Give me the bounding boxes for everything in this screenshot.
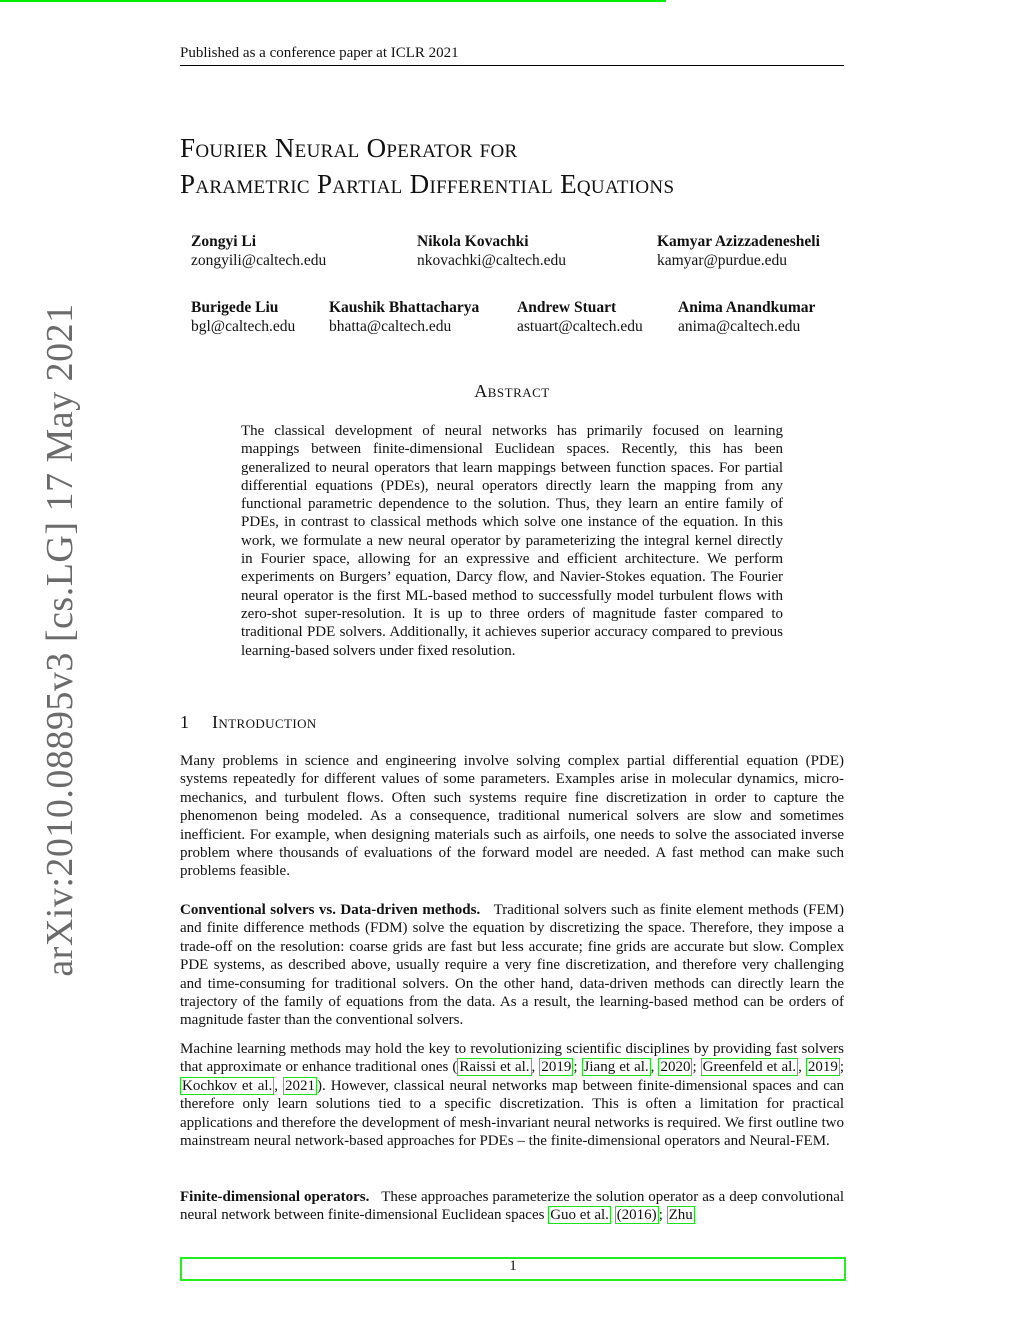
author-block xyxy=(191,298,295,336)
author-name: Anima Anandkumar xyxy=(678,299,816,316)
section-heading-introduction xyxy=(180,712,317,733)
citation-link[interactable]: Greenfeld et al. xyxy=(702,1059,797,1076)
author-name: Zongyi Li xyxy=(191,233,257,250)
author-name: Andrew Stuart xyxy=(517,299,617,316)
citation-link[interactable]: Jiang et al. xyxy=(583,1059,649,1076)
author-block xyxy=(517,298,643,336)
title-line-1: Fourier Neural Operator for xyxy=(180,133,518,163)
author-block xyxy=(417,232,566,270)
author-block xyxy=(678,298,815,336)
intro-paragraph-2 xyxy=(180,901,844,1030)
top-link-highlight xyxy=(0,0,666,2)
citation-link[interactable]: (2016) xyxy=(616,1207,657,1224)
author-email: bhatta@caltech.edu xyxy=(329,318,452,335)
section-title: Introduction xyxy=(212,712,317,732)
citation-link[interactable]: Guo et al. xyxy=(550,1207,609,1224)
author-email: nkovachki@caltech.edu xyxy=(417,252,566,269)
author-email: bgl@caltech.edu xyxy=(191,318,296,335)
citation-link[interactable]: 2019 xyxy=(807,1059,838,1076)
intro-paragraph-4: Finite-dimensional operators. These approaches parameterize the solution operator as a deep convolutional neural network between finite-dimensional Euclidean spaces Guo et al. (2016) ; Zhu xyxy=(180,1189,845,1224)
header-rule xyxy=(180,65,844,66)
arxiv-identifier: arXiv:2010.08895v3 [cs.LG] 17 May 2021 xyxy=(39,303,81,977)
author-block xyxy=(191,232,326,270)
author-block xyxy=(657,232,820,270)
paragraph-text: Machine learning methods may hold the key to revolutionizing scientific disciplines by providing fast solvers that approximate or enhance traditional ones ( xyxy=(180,1041,844,1076)
intro-paragraph-1: Many problems in science and engineering involve solving complex partial differential equation (PDE) systems repeatedly for different values of some parameters. Examples arise in molecular dynamics, micro-mechanics, and turbulent flows. Often such systems require fine discretization in order to capture the phenomenon being modeled. As a consequence, traditional numerical solvers are slow and sometimes inefficient. For example, when designing materials such as airfoils, one needs to solve the associated inverse problem where thousands of evaluations of the forward model are needed. A fast method can make such problems feasible. xyxy=(180,753,844,880)
citation-link[interactable]: Raissi et al. xyxy=(459,1059,530,1076)
author-email: zongyili@caltech.edu xyxy=(191,252,327,269)
paragraph-heading: Conventional solvers vs. Data-driven methods. xyxy=(180,902,481,918)
running-header: Published as a conference paper at ICLR 2021 xyxy=(180,45,459,61)
abstract-heading: Abstract xyxy=(474,381,550,401)
section-number: 1 xyxy=(180,712,189,732)
title-line-2: Parametric Partial Differential Equations xyxy=(180,169,675,199)
citation-link[interactable]: Zhu xyxy=(668,1207,693,1224)
paragraph-text: Traditional solvers such as finite element methods (FEM) and finite difference methods (FDM) solve the equation by discretizing the space. Therefore, they impose a trade-off on the resolution: coarse grids are fast but less accurate; fine grids are accurate but slow. Complex PDE systems, as described above, usually require a very fine discretization, and therefore very challenging and time-consuming for traditional solvers. On the other hand, data-driven methods can directly learn the trajectory of the family of equations from the data. As a result, the learning-based method can be orders of magnitude faster than the conventional solvers. xyxy=(180,902,844,1029)
citation-link[interactable]: 2020 xyxy=(660,1059,691,1076)
citation-link[interactable]: 2021 xyxy=(285,1077,315,1094)
author-email: kamyar@purdue.edu xyxy=(657,252,788,269)
paragraph-heading: Finite-dimensional operators. xyxy=(180,1189,370,1205)
abstract-text: The classical development of neural networks has primarily focused on learning mappings between finite-dimensional Euclidean spaces. Recently, this has been generalized to neural operators that learn mappings between function spaces. For partial differential equations (PDEs), neural operators directly learn the mapping from any functional parametric dependence to the solution. Thus, they learn an entire family of PDEs, in contrast to classical methods which solve one instance of the equation. In this work, we formulate a new neural operator by parameterizing the integral kernel directly in Fourier space, allowing for an expressive and efficient architecture. We perform experiments on Burgers’ equation, Darcy flow, and Navier-Stokes equation. The Fourier neural operator is the first ML-based method to successfully model turbulent flows with zero-shot super-resolution. It is up to three orders of magnitude faster compared to traditional PDE solvers. Additionally, it achieves superior accuracy compared to previous learning-based solvers under fixed resolution. xyxy=(241,423,783,659)
author-name: Kamyar Azizzadenesheli xyxy=(657,233,820,250)
paragraph-text: ). However, classical neural networks map between finite-dimensional spaces and can therefore only learn solutions tied to a specific discretization. This is often a limitation for practical applications and therefore the development of mesh-invariant neural networks is required. We first outline two mainstream neural network-based approaches for PDEs – the finite-dimensional operators and Neural-FEM. xyxy=(180,1077,845,1150)
author-name: Nikola Kovachki xyxy=(417,233,529,250)
author-email: astuart@caltech.edu xyxy=(517,318,643,335)
author-block xyxy=(329,298,479,336)
paper-title xyxy=(180,130,844,202)
author-name: Kaushik Bhattacharya xyxy=(329,299,480,316)
citation-link[interactable]: 2019 xyxy=(541,1059,572,1076)
citation-link[interactable]: Kochkov et al. xyxy=(182,1077,273,1094)
intro-paragraph-3: Machine learning methods may hold the key to revolutionizing scientific disciplines by providing fast solvers that approximate or enhance traditional ones ( Raissi et al. , 2019 ; Jiang et al. , 2020 ; Greenfeld et al. , 2019 ; Kochkov et al. , 2021 ). However, classical neural networks map between finite-dimensional spaces and can therefore only learn solutions tied to a specific discretization. This is often a limitation for practical applications and therefore the development of mesh-invariant neural networks is required. We first outline two mainstream neural network-based approaches for PDEs – the finite-dimensional operators and Neural-FEM. xyxy=(180,1041,845,1150)
paragraph-text: These approaches parameterize the solution operator as a deep convolutional neural network between finite-dimensional Euclidean spaces xyxy=(180,1189,845,1224)
author-email: anima@caltech.edu xyxy=(678,318,801,335)
page-number: 1 xyxy=(509,1258,517,1274)
author-name: Burigede Liu xyxy=(191,299,279,316)
